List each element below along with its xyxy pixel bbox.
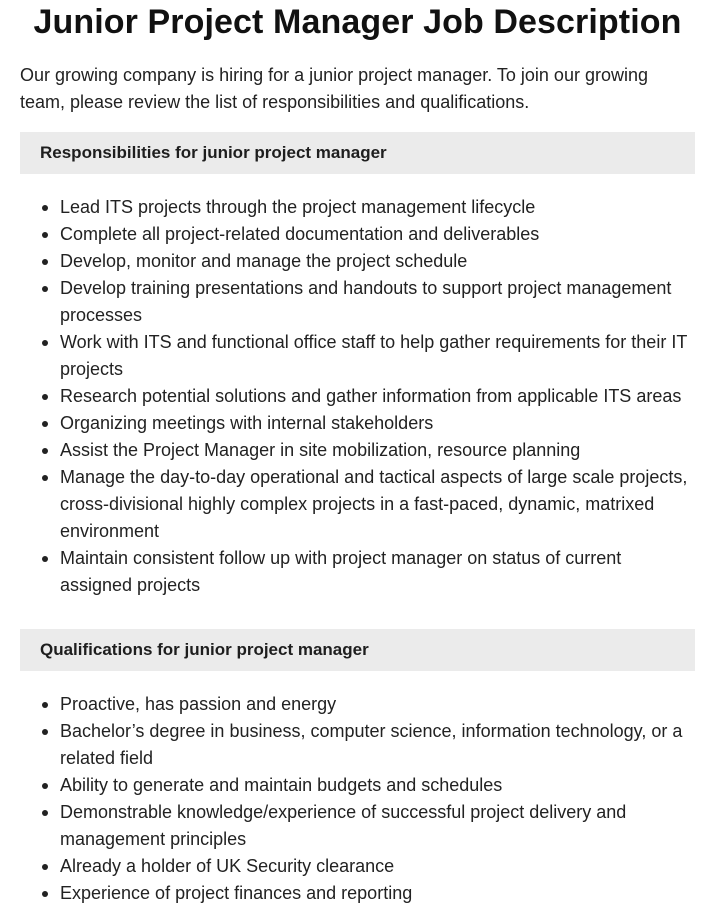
- list-item-text: Demonstrable knowledge/experience of successful project delivery and management principles: [60, 802, 627, 849]
- list-item-text: Ability to generate and maintain budgets and schedules: [60, 775, 503, 795]
- list-item-text: Organizing meetings with internal stakeholders: [60, 413, 434, 433]
- bullet-icon: [42, 259, 48, 265]
- bullet-icon: [42, 394, 48, 400]
- bullet-icon: [42, 864, 48, 870]
- list-item: [60, 772, 695, 799]
- list-item: [60, 248, 695, 275]
- list-item: [60, 545, 695, 599]
- list-item: [60, 221, 695, 248]
- list-item-text: Complete all project-related documentation and deliverables: [60, 224, 540, 244]
- list-item-text: Already a holder of UK Security clearance: [60, 856, 395, 876]
- bullet-icon: [42, 421, 48, 427]
- intro-paragraph: Our growing company is hiring for a junior project manager. To join our growing team, please review the list of responsibilities and qualifications.: [20, 65, 648, 112]
- list-item: [60, 275, 695, 329]
- list-item: [60, 383, 695, 410]
- bullet-icon: [42, 205, 48, 211]
- list-item-text: Lead ITS projects through the project management lifecycle: [60, 197, 536, 217]
- list-item-text: Bachelor’s degree in business, computer science, information technology, or a related field: [60, 721, 683, 768]
- bullet-icon: [42, 891, 48, 897]
- list-item-text: Proactive, has passion and energy: [60, 694, 337, 714]
- bullet-icon: [42, 556, 48, 562]
- list-item-text: Experience of project finances and reporting: [60, 883, 413, 903]
- bullet-icon: [42, 810, 48, 816]
- list-item: [60, 464, 695, 545]
- bullet-icon: [42, 783, 48, 789]
- responsibilities-heading: Responsibilities for junior project manager: [20, 132, 695, 174]
- list-item: [60, 799, 695, 853]
- list-item-text: Research potential solutions and gather information from applicable ITS areas: [60, 386, 682, 406]
- bullet-icon: [42, 729, 48, 735]
- list-item: [60, 853, 695, 880]
- list-item: [60, 194, 695, 221]
- list-item: [60, 329, 695, 383]
- list-item-text: Work with ITS and functional office staff to help gather requirements for their IT projects: [60, 332, 687, 379]
- responsibilities-list: [20, 194, 695, 599]
- list-item-text: Manage the day-to-day operational and tactical aspects of large scale projects, cross-divisional highly complex projects in a fast-paced, dynamic, matrixed environment: [60, 467, 688, 541]
- list-item: [60, 410, 695, 437]
- list-item-text: Develop training presentations and handouts to support project management processes: [60, 278, 672, 325]
- bullet-icon: [42, 475, 48, 481]
- bullet-icon: [42, 340, 48, 346]
- list-item-text: Maintain consistent follow up with project manager on status of current assigned projects: [60, 548, 622, 595]
- list-item-text: Develop, monitor and manage the project schedule: [60, 251, 468, 271]
- qualifications-list: [20, 691, 695, 907]
- list-item: [60, 880, 695, 907]
- list-item-text: Assist the Project Manager in site mobilization, resource planning: [60, 440, 581, 460]
- bullet-icon: [42, 448, 48, 454]
- page-title: Junior Project Manager Job Description: [33, 3, 682, 41]
- bullet-icon: [42, 232, 48, 238]
- list-item: [60, 691, 695, 718]
- qualifications-heading: Qualifications for junior project manager: [20, 629, 695, 671]
- list-item: [60, 437, 695, 464]
- list-item: [60, 718, 695, 772]
- bullet-icon: [42, 702, 48, 708]
- bullet-icon: [42, 286, 48, 292]
